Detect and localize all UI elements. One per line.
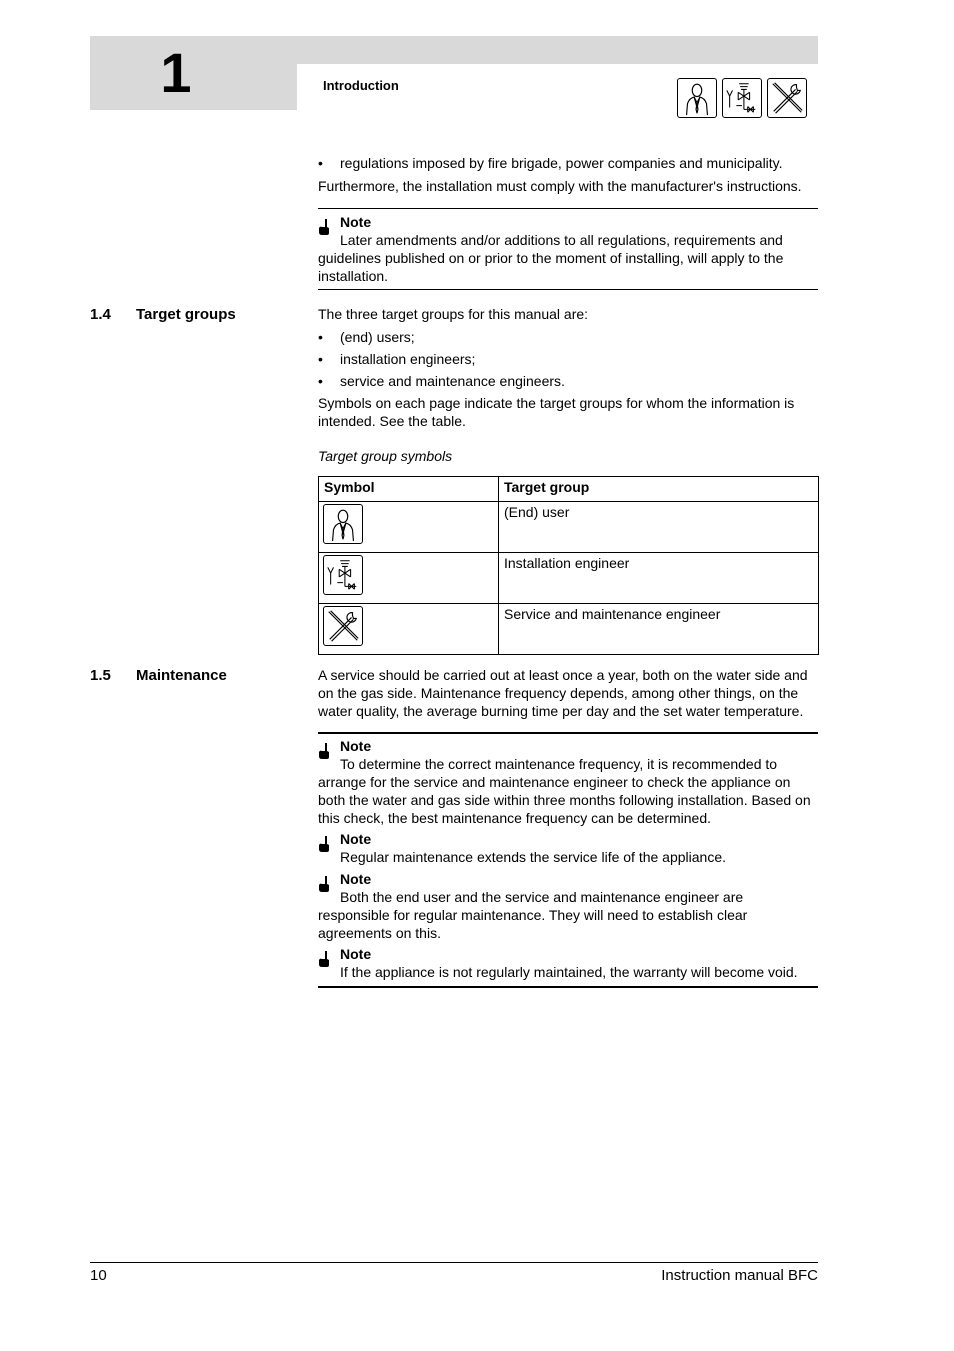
service-engineer-icon: [767, 78, 807, 118]
header-icons: [677, 78, 807, 118]
intro-paragraph: Furthermore, the installation must comply with the manufacturer's instructions.: [318, 178, 802, 194]
target-intro: The three target groups for this manual are:: [318, 306, 589, 322]
note-divider: [318, 289, 818, 290]
list-item: • regulations imposed by fire brigade, power companies and municipality.: [318, 155, 783, 171]
section-heading: Target groups: [136, 306, 236, 323]
table-row: [319, 553, 819, 604]
note-text: Both the end user and the service and maintenance engineer are responsible for regular maintenance. They will need to establish clear agreements on this.: [318, 889, 748, 941]
note-heading: Note: [340, 214, 372, 230]
hand-pointer-icon: [318, 951, 330, 967]
chapter-number: 1: [160, 41, 192, 104]
hand-pointer-icon: [318, 836, 330, 852]
section-number: 1.5: [90, 667, 111, 684]
list-item: • service and maintenance engineers.: [318, 373, 565, 389]
note-text: To determine the correct maintenance frequency, it is recommended to arrange for the service and maintenance engineer to check the appliance on both the water and gas side within three months following installation. Based on this check, the best maintenance frequency can be determined.: [318, 756, 811, 826]
group-cell: Installation engineer: [499, 553, 819, 604]
note-text: Later amendments and/or additions to all regulations, requirements and guidelines published on or prior to the moment of installing, will apply to the installation.: [318, 232, 784, 284]
list-item: • installation engineers;: [318, 351, 476, 367]
section-title: Introduction: [323, 78, 399, 93]
hand-pointer-icon: [318, 219, 330, 235]
hand-pointer-icon: [318, 743, 330, 759]
note-heading: Note: [340, 946, 372, 962]
section-number: 1.4: [90, 306, 111, 323]
service-engineer-icon: [323, 606, 363, 646]
table-row: [319, 604, 819, 655]
installation-engineer-icon: [722, 78, 762, 118]
note-heading: Note: [340, 871, 372, 887]
table-header-row: [319, 477, 819, 502]
note-text: If the appliance is not regularly maintained, the warranty will become void.: [340, 964, 798, 980]
table-header: Target group: [499, 477, 819, 502]
note-divider: [318, 208, 818, 209]
symbol-cell: [319, 553, 499, 604]
note-warranty: [318, 945, 818, 981]
note-amendments: [318, 213, 818, 285]
footer-divider: [90, 1262, 818, 1263]
user-icon: [677, 78, 717, 118]
intro-block: [318, 154, 818, 195]
note-text: Regular maintenance extends the service life of the appliance.: [340, 849, 727, 865]
group-cell: Service and maintenance engineer: [499, 604, 819, 655]
note-divider: [318, 732, 818, 734]
note-heading: Note: [340, 738, 372, 754]
note-maintenance-frequency: [318, 737, 818, 827]
maintenance-paragraph: A service should be carried out at least once a year, both on the water side and on the gas side. Maintenance frequency depends, among other things, on the water quality, the average burning time per day and the set water temperature.: [318, 667, 808, 719]
note-divider: [318, 986, 818, 988]
page-number: 10: [90, 1267, 107, 1284]
target-group-table: [318, 476, 819, 655]
table-header: Symbol: [319, 477, 499, 502]
symbol-cell: [319, 502, 499, 553]
user-icon: [323, 504, 363, 544]
document-title: Instruction manual BFC: [661, 1267, 818, 1284]
target-groups-block: [318, 305, 818, 465]
section-heading: Maintenance: [136, 667, 227, 684]
symbol-cell: [319, 604, 499, 655]
list-item: • (end) users;: [318, 329, 415, 345]
note-service-life: [318, 830, 818, 866]
group-cell: (End) user: [499, 502, 819, 553]
note-responsibility: [318, 870, 818, 942]
table-row: [319, 502, 819, 553]
table-caption: Target group symbols: [318, 448, 453, 464]
note-heading: Note: [340, 831, 372, 847]
installation-engineer-icon: [323, 555, 363, 595]
hand-pointer-icon: [318, 876, 330, 892]
target-paragraph: Symbols on each page indicate the target groups for whom the information is intended. See the table.: [318, 395, 795, 429]
